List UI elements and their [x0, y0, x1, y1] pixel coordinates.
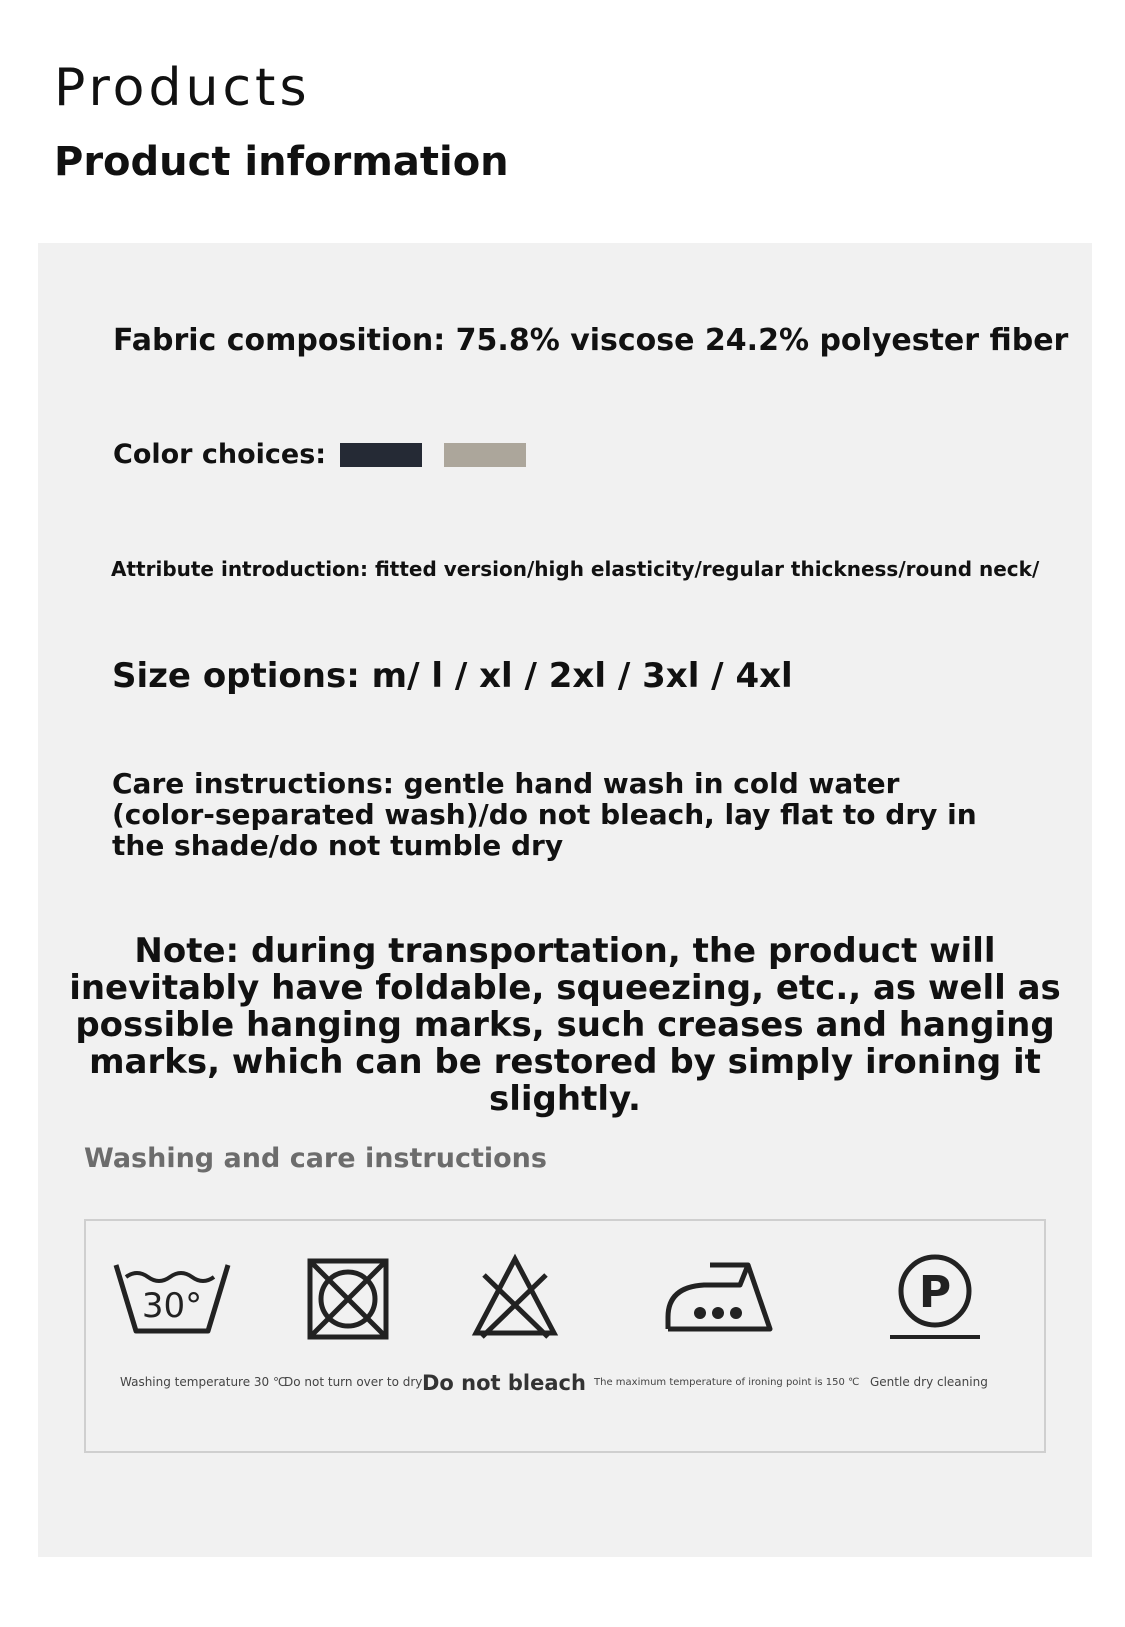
- transport-note: Note: during transportation, the product will inevitably have foldable, squeezing, etc., as well as possible hanging marks, such creases and hanging marks, which can be restored by simply ironing it slightly.: [69, 931, 1061, 1119]
- fabric-composition: Fabric composition: 75.8% viscose 24.2% polyester fiber: [113, 323, 1069, 358]
- caption-no-tumble-dry: Do not turn over to dry: [284, 1375, 423, 1389]
- color-swatch-navy[interactable]: [340, 443, 422, 467]
- no-tumble-dry-icon: [306, 1257, 392, 1341]
- caption-dry-clean: Gentle dry cleaning: [870, 1375, 988, 1389]
- wash-30-icon: [110, 1257, 234, 1337]
- page-title: Products: [54, 58, 311, 118]
- caption-wash-30: Washing temperature 30 ℃: [120, 1375, 287, 1389]
- dry-clean-letter: P: [918, 1267, 952, 1318]
- caption-iron: The maximum temperature of ironing point is 150 ℃: [594, 1377, 860, 1388]
- wash-temperature-text: 30°: [141, 1286, 203, 1326]
- iron-icon: [660, 1257, 776, 1337]
- dry-clean-p-icon: [888, 1251, 982, 1341]
- caption-no-bleach: Do not bleach: [422, 1371, 586, 1395]
- washing-title: Washing and care instructions: [84, 1143, 547, 1174]
- color-choices: [113, 439, 526, 470]
- no-bleach-icon: [470, 1253, 560, 1339]
- page-subtitle: Product information: [54, 139, 509, 185]
- color-choices-label: Color choices:: [113, 439, 327, 470]
- info-panel: [38, 243, 1092, 1557]
- care-instructions: Care instructions: gentle hand wash in cold water (color-separated wash)/do not bleach, lay flat to dry in the shade/do not tumble dry: [112, 767, 977, 862]
- care-symbols-box: [84, 1219, 1046, 1453]
- color-swatch-khaki[interactable]: [444, 443, 526, 467]
- size-options: Size options: m/ l / xl / 2xl / 3xl / 4xl: [112, 656, 793, 696]
- attribute-introduction: Attribute introduction: fitted version/high elasticity/regular thickness/round neck/: [111, 557, 1040, 581]
